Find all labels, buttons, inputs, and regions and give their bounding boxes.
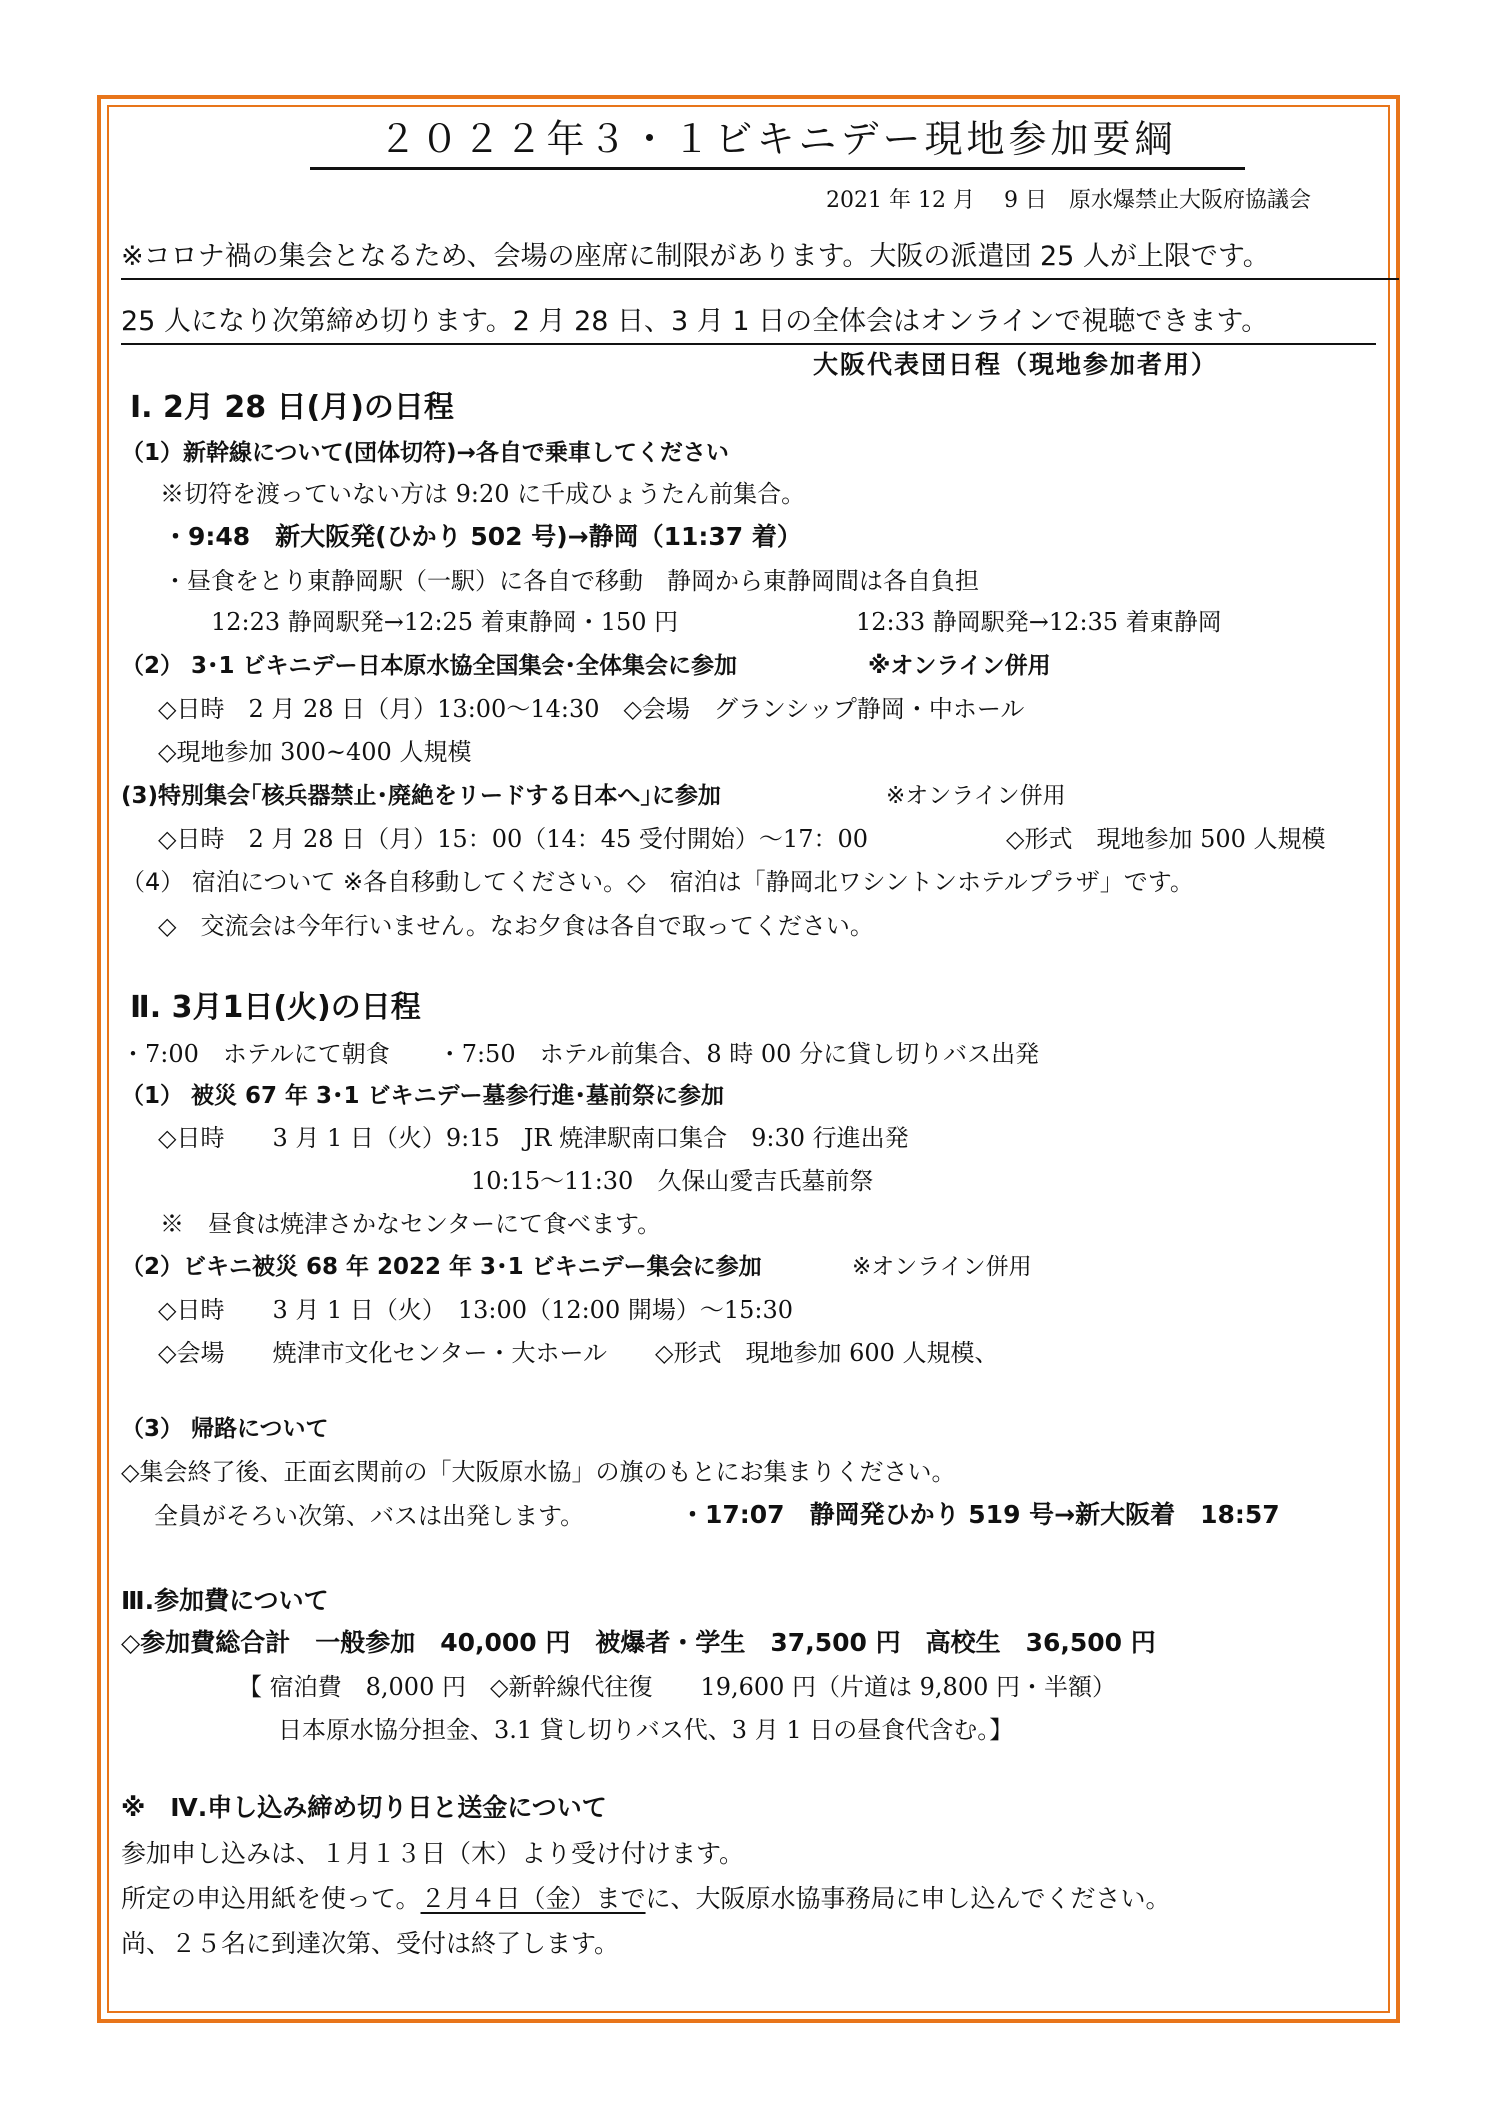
day2-section2-datetime: ◇日時 3 月 1 日（火） 13:00（12:00 開場）～15:30 — [158, 1296, 794, 1324]
day2-section2-online: ※オンライン併用 — [852, 1254, 1032, 1280]
day1-section3-datetime: ◇日時 2 月 28 日（月）15：00（14：45 受付開始）～17：00 — [158, 825, 869, 853]
day2-section1-lunch: ※ 昼食は焼津さかなセンターにて食べます。 — [160, 1210, 662, 1238]
page-title: ２０２２年３・１ビキニデー現地参加要綱 — [310, 117, 1245, 170]
day2-section1-ceremony: 10:15～11:30 久保山愛吉氏墓前祭 — [471, 1167, 874, 1195]
day1-section3-format: ◇形式 現地参加 500 人規模 — [1006, 825, 1326, 853]
date-organization: 2021 年 12 月 9 日 原水爆禁止大阪府協議会 — [826, 188, 1311, 213]
apply-line-2 — [121, 1884, 1171, 1914]
day2-section1-datetime: ◇日時 3 月 1 日（火）9:15 JR 焼津駅南口集合 9:30 行進出発 — [158, 1124, 909, 1152]
notice-underline-1 — [121, 278, 1399, 280]
day1-section2-online: ※オンライン併用 — [868, 653, 1051, 679]
day2-heading: Ⅱ. 3月1日(火)の日程 — [130, 990, 421, 1025]
fees-total: ◇参加費総合計 一般参加 40,000 円 被爆者・学生 37,500 円 高校生 36,500 円 — [121, 1628, 1156, 1657]
day2-section3-title: （3） 帰路について — [121, 1416, 329, 1442]
day1-section3-title: (3)特別集会｢核兵器禁止･廃絶をリードする日本へ｣に参加 — [121, 783, 721, 809]
apply-deadline: ２月４日（金）まで — [420, 1884, 646, 1913]
notice-line-1: ※コロナ禍の集会となるため、会場の座席に制限があります。大阪の派遣団 25 人が上限です。 — [121, 241, 1270, 272]
day1-section4-note: ◇ 交流会は今年行いません。なお夕食は各自で取ってください。 — [158, 912, 874, 940]
day2-return-line2: 全員がそろい次第、バスは出発します。 — [154, 1502, 585, 1530]
schedule-heading: 大阪代表団日程（現地参加者用） — [813, 350, 1219, 379]
day1-section4-line: （4） 宿泊について ※各自移動してください。◇ 宿泊は「静岡北ワシントンホテルプラザ」です。 — [121, 868, 1194, 896]
day1-section2-title: （2） 3･1 ビキニデー日本原水協全国集会･全体集会に参加 — [121, 653, 738, 679]
apply-line-2-prefix: 所定の申込用紙を使って。 — [121, 1884, 421, 1913]
day1-section3-online: ※オンライン併用 — [886, 783, 1066, 809]
day1-local-train-a: 12:23 静岡駅発→12:25 着東静岡・150 円 — [211, 608, 679, 636]
day1-train: ・9:48 新大阪発(ひかり 502 号)→静岡（11:37 着） — [163, 522, 802, 551]
notice-underline-2 — [121, 343, 1376, 345]
day1-heading: Ⅰ. 2月 28 日(月)の日程 — [130, 390, 454, 425]
day1-lunch: ・昼食をとり東静岡駅（一駅）に各自で移動 静岡から東静岡間は各自負担 — [163, 567, 979, 595]
day2-section2-title: （2）ビキニ被災 68 年 2022 年 3･1 ビキニデー集会に参加 — [121, 1254, 762, 1280]
notice-line-2: 25 人になり次第締め切ります。2 月 28 日、3 月 1 日の全体会はオンラインで視聴できます。 — [121, 306, 1269, 337]
day2-section2-venue: ◇会場 焼津市文化センター・大ホール ◇形式 現地参加 600 人規模、 — [158, 1339, 999, 1367]
day1-section2-scale: ◇現地参加 300~400 人規模 — [158, 738, 472, 766]
day2-return-train: ・17:07 静岡発ひかり 519 号→新大阪着 18:57 — [680, 1500, 1280, 1529]
fees-heading: Ⅲ.参加費について — [121, 1586, 329, 1615]
apply-line-2-suffix: に、大阪原水協事務局に申し込んでください。 — [645, 1884, 1171, 1913]
day1-local-train-b: 12:33 静岡駅発→12:35 着東静岡 — [856, 608, 1222, 636]
apply-line-3: 尚、２５名に到達次第、受付は終了します。 — [121, 1929, 620, 1958]
day1-section1-title: （1）新幹線について(団体切符)→各自で乗車してください — [121, 440, 729, 466]
fees-detail-2: 日本原水協分担金、3.1 貸し切りバス代、3 月 1 日の昼食代含む。】 — [278, 1716, 1014, 1744]
day2-return-line1: ◇集会終了後、正面玄関前の「大阪原水協」の旗のもとにお集まりください。 — [121, 1458, 956, 1486]
day1-section2-datetime: ◇日時 2 月 28 日（月）13:00～14:30 ◇会場 グランシップ静岡・中ホール — [158, 695, 1025, 723]
day2-morning: ・7:00 ホテルにて朝食 ・7:50 ホテル前集合、8 時 00 分に貸し切りバス出発 — [121, 1040, 1040, 1068]
apply-line-1: 参加申し込みは、１月１３日（木）より受け付けます。 — [121, 1839, 745, 1868]
day2-section1-title: （1） 被災 67 年 3･1 ビキニデー墓参行進･墓前祭に参加 — [121, 1083, 725, 1109]
day1-section1-note: ※切符を渡っていない方は 9:20 に千成ひょうたん前集合。 — [160, 480, 806, 508]
fees-detail-1: 【 宿泊費 8,000 円 ◇新幹線代往復 19,600 円（片道は 9,800 円・半額） — [238, 1673, 1116, 1701]
apply-heading: ※ Ⅳ.申し込み締め切り日と送金について — [121, 1793, 607, 1822]
